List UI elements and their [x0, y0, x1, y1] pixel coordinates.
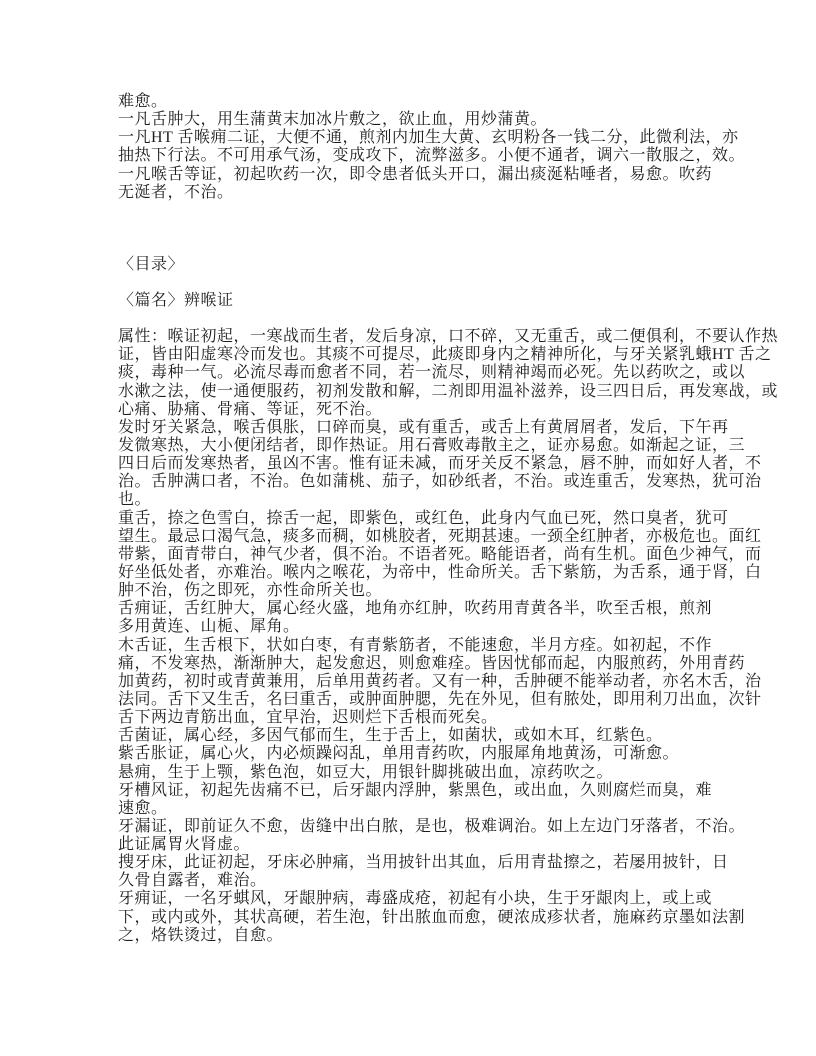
text-line: 速愈。: [118, 799, 168, 817]
text-line: 一凡舌肿大，用生蒲黄末加冰片敷之，欲止血，用炒蒲黄。: [118, 111, 548, 129]
text-line: 难愈。: [118, 93, 168, 110]
text-line: 牙漏证，即前证久不愈，齿缝中出白脓，是也，极难调治。如上左边门牙落者，不治。: [118, 817, 746, 835]
body-paragraph: [118, 328, 786, 945]
text-line: 好坐低处者，亦难治。喉内之喉花，为帝中，性命所关。舌下紫筋，为舌系，通于肾，白: [118, 563, 762, 581]
text-line: 下，或内或外，其状高硬，若生泡，针出脓血而愈，硬浓成疹状者，施麻药京墨如法割: [118, 908, 746, 926]
text-line: 重舌，捺之色雪白，捺舌一起，即紫色，或红色，此身内气血已死，然口臭者，犹可: [118, 509, 729, 527]
text-line: 一凡喉舌等证，初起吹药一次，即令患者低头开口，漏出痰涎粘唾者，易愈。吹药: [118, 165, 713, 183]
text-line: 抽热下行法。不可用承气汤，变成攻下，流弊滋多。小便不通者，调六一散服之，效。: [118, 147, 746, 165]
text-line: 搜牙床，此证初起，牙床必肿痛，当用披针出其血，后用青盐擦之，若屡用披针，日: [118, 854, 729, 872]
text-line: 治。舌肿满口者，不治。色如蒲桃、茄子，如砂纸者，不治。或连重舌，发寒热，犹可治: [118, 473, 762, 491]
text-line: 牙槽风证，初起先齿痛不已，后牙龈内浮肿，紫黑色，或出血，久则腐烂而臭，难: [118, 781, 713, 799]
text-line: 痰，毒种一气。必流尽毒而愈者不同，若一流尽，则精神竭而必死。先以药吹之，或以: [118, 364, 746, 382]
text-line: 加黄药，初时或青黄兼用，后单用黄药者。又有一种，舌肿硬不能举动者，亦名木舌，治: [118, 672, 762, 690]
text-line: 发时牙关紧急，喉舌俱胀，口碎而臭，或有重舌，或舌上有黄屑屑者，发后，下午再: [118, 418, 729, 436]
text-line: 此证属胃火肾虚。: [118, 836, 251, 854]
text-line: 舌下两边青筋出血，宜早治，迟则烂下舌根而死矣。: [118, 709, 498, 727]
text-line: 久骨自露者，难治。: [118, 872, 267, 890]
text-line: 悬痈，生于上颚，紫色泡，如豆大，用银针脚挑破出血，凉药吹之。: [118, 763, 614, 781]
text-line: 一凡HT 舌喉痈二证，大便不通，煎剂内加生大黄、玄明粉各一钱二分，此微利法，亦: [118, 129, 739, 147]
text-line: 舌痈证，舌红肿大，属心经火盛，地角亦红肿，吹药用青黄各半，吹至舌根，煎剂: [118, 600, 713, 618]
text-line: 法同。舌下又生舌，名曰重舌，或肿面肿腮，先在外见，但有脓处，即用利刀出血，次针: [118, 690, 762, 708]
text-line: 心痛、胁痛、骨痛、等证，死不治。: [118, 400, 383, 418]
text-line: 之，烙铁烫过，自愈。: [118, 926, 284, 944]
text-line: 痛，不发寒热，渐渐肿大，起发愈迟，则愈难痊。皆因忧郁而起，内服煎药，外用青药: [118, 654, 746, 672]
text-line: 无涎者，不治。: [118, 183, 234, 201]
text-line: 也。: [118, 491, 152, 509]
text-line: 望生。最忌口渴气急，痰多而稠，如桃胶者，死期甚速。一颈全红肿者，亦极危也。面红: [118, 527, 762, 545]
text-line: 肿不治，伤之即死，亦性命所关也。: [118, 582, 383, 600]
text-line: 舌菌证，属心经，多因气郁而生，生于舌上，如菌状，或如木耳，红紫色。: [118, 727, 663, 745]
text-line: 四日后而发寒热者，虽凶不害。惟有证未减，而牙关反不紧急，唇不肿，而如好人者，不: [118, 455, 762, 473]
intro-paragraph: [118, 93, 786, 202]
text-line: 属性：喉证初起，一寒战而生者，发后身凉，口不碎，又无重舌，或二便俱利，不要认作热: [118, 328, 779, 346]
text-line: 水漱之法，使一通便服药，初剂发散和解，二剂即用温补滋养，设三四日后，再发寒战，或: [118, 382, 779, 400]
text-line: 牙痈证，一名牙蜞风，牙龈肿病，毒盛成疮，初起有小块，生于牙龈肉上，或上或: [118, 890, 713, 908]
text-line: 证，皆由阳虚寒冷而发也。其痰不可提尽，此痰即身内之精神所化，与牙关紧乳蛾HT 舌之: [118, 346, 772, 364]
text-line: 木舌证，生舌根下，状如白枣，有青紫筋者，不能速愈，半月方痊。如初起，不作: [118, 636, 713, 654]
text-line: 发微寒热，大小便闭结者，即作热证。用石膏败毒散主之，证亦易愈。如渐起之证，三: [118, 436, 746, 454]
text-line: 带紫，面青带白，神气少者，俱不治。不语者死。略能语者，尚有生机。面色少神气，而: [118, 545, 762, 563]
text-line: 紫舌胀证，属心火，内必烦躁闷乱，单用青药吹，内服犀角地黄汤，可渐愈。: [118, 745, 680, 763]
section-title-marker: 〈篇名〉辨喉证: [118, 291, 234, 309]
text-line: 多用黄连、山栀、犀角。: [118, 618, 300, 636]
toc-marker: 〈目录〉: [118, 255, 185, 273]
